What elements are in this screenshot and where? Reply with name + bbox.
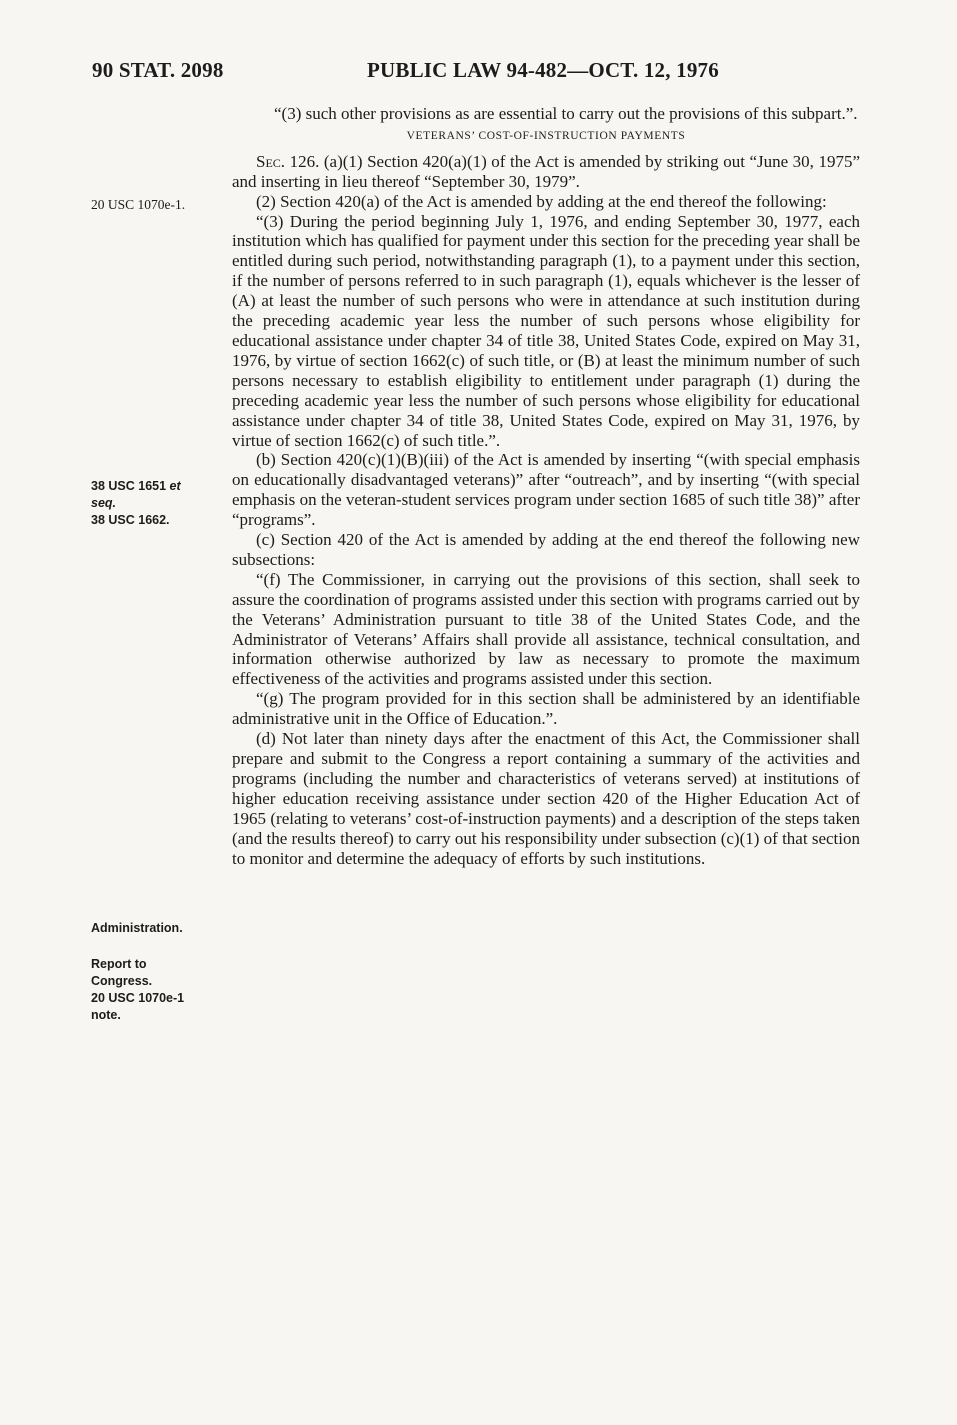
paragraph-d: (d) Not later than ninety days after the enactment of this Act, the Commissioner shall prepare and submit to the Congress a report containing a summary of the activities and programs (including the number and characteristics of veterans served) at institutions of higher education receiving assistance under section 420 of the Higher Education Act of 1965 (relating to veterans’ cost-of-instruction payments) and a description of the steps taken (and the results thereof) to carry out his responsibility under subsection (c)(1) of that section to monitor and determine the adequacy of efforts by such institutions. <box>232 729 860 868</box>
margin-note-report-to-congress <box>91 956 226 1024</box>
paragraph-c: (c) Section 420 of the Act is amended by adding at the end thereof the following new subsections: <box>232 530 860 569</box>
margin-note-usc-1651 <box>91 478 226 529</box>
paragraph-quote-g: “(g) The program provided for in this section shall be administered by an identifiable administrative unit in the Office of Education.”. <box>232 689 860 729</box>
public-law-title: PUBLIC LAW 94-482—OCT. 12, 1976 <box>367 58 719 82</box>
margin-note-text: Congress. <box>91 974 153 988</box>
margin-note-italic: et <box>169 479 181 493</box>
page-header <box>92 58 862 88</box>
statute-page-number: 90 STAT. 2098 <box>92 58 224 82</box>
paragraph-sec-126 <box>232 152 860 192</box>
margin-note-italic: seq. <box>91 496 117 510</box>
margin-note-usc-1662: 38 USC 1662. <box>91 513 170 527</box>
margin-note-text: 20 USC 1070e-1 <box>91 991 185 1005</box>
margin-note-administration <box>91 920 226 937</box>
margin-note-text: Report to <box>91 957 147 971</box>
document-body <box>232 104 860 868</box>
section-heading: VETERANS’ COST-OF-INSTRUCTION PAYMENTS <box>406 129 686 142</box>
margin-note-text: 20 USC 1070e-1. <box>91 197 186 212</box>
paragraph-quote-3: “(3) such other provisions as are essential to carry out the provisions of this subpart.”. <box>274 104 858 123</box>
paragraph-b: (b) Section 420(c)(1)(B)(iii) of the Act is amended by inserting “(with special emphasis on educationally disadvantaged veterans)” after “outreach”, and by inserting “(with special emphasis on the veteran-student services program under section 1685 of such title 38)” after “programs”. <box>232 450 860 530</box>
margin-note-usc-1070e1 <box>91 196 226 213</box>
margin-note-text: Administration. <box>91 921 183 935</box>
section-label: Sec. <box>256 151 286 171</box>
section-text: 126. (a)(1) Section 420(a)(1) of the Act is amended by striking out “June 30, 1975” and inserting in lieu thereof “September 30, 1979”. <box>232 151 861 191</box>
margin-note-text: 38 USC 1651 <box>91 479 167 493</box>
margin-note-text: note. <box>91 1008 121 1022</box>
paragraph-quote-f: “(f) The Commissioner, in carrying out the provisions of this section, shall seek to assure the coordination of programs assisted under this section with programs carried out by the Veterans’ Administration pursuant to title 38 of the United States Code, and the Administrator of Veterans’ Affairs shall provide all assistance, technical consultation, and information otherwise authorized by law as necessary to promote the maximum effectiveness of the activities and programs assisted under this section. <box>232 569 860 689</box>
paragraph-a2: (2) Section 420(a) of the Act is amended by adding at the end thereof the following: <box>256 191 827 211</box>
paragraph-quote-a3: “(3) During the period beginning July 1, 1976, and ending September 30, 1977, each institution which has qualified for payment under this section for the preceding year shall be entitled during such period, notwithstanding paragraph (1), to a payment under this section, if the number of persons referred to in such paragraph (1), equals whichever is the lesser of (A) at least the number of such persons who were in attendance at such institution during the preceding academic year less the number of such persons whose eligibility for educational assistance under chapter 34 of title 38, United States Code, expired on May 31, 1976, by virtue of section 1662(c) of such title, or (B) at least the minimum number of such persons necessary to establish eligibility to entitlement under paragraph (1) during the preceding academic year less the number of such persons whose eligibility for educational assistance under chapter 34 of title 38, United States Code, expired on May 31, 1976, by virtue of section 1662(c) of such title.”. <box>232 211 860 450</box>
